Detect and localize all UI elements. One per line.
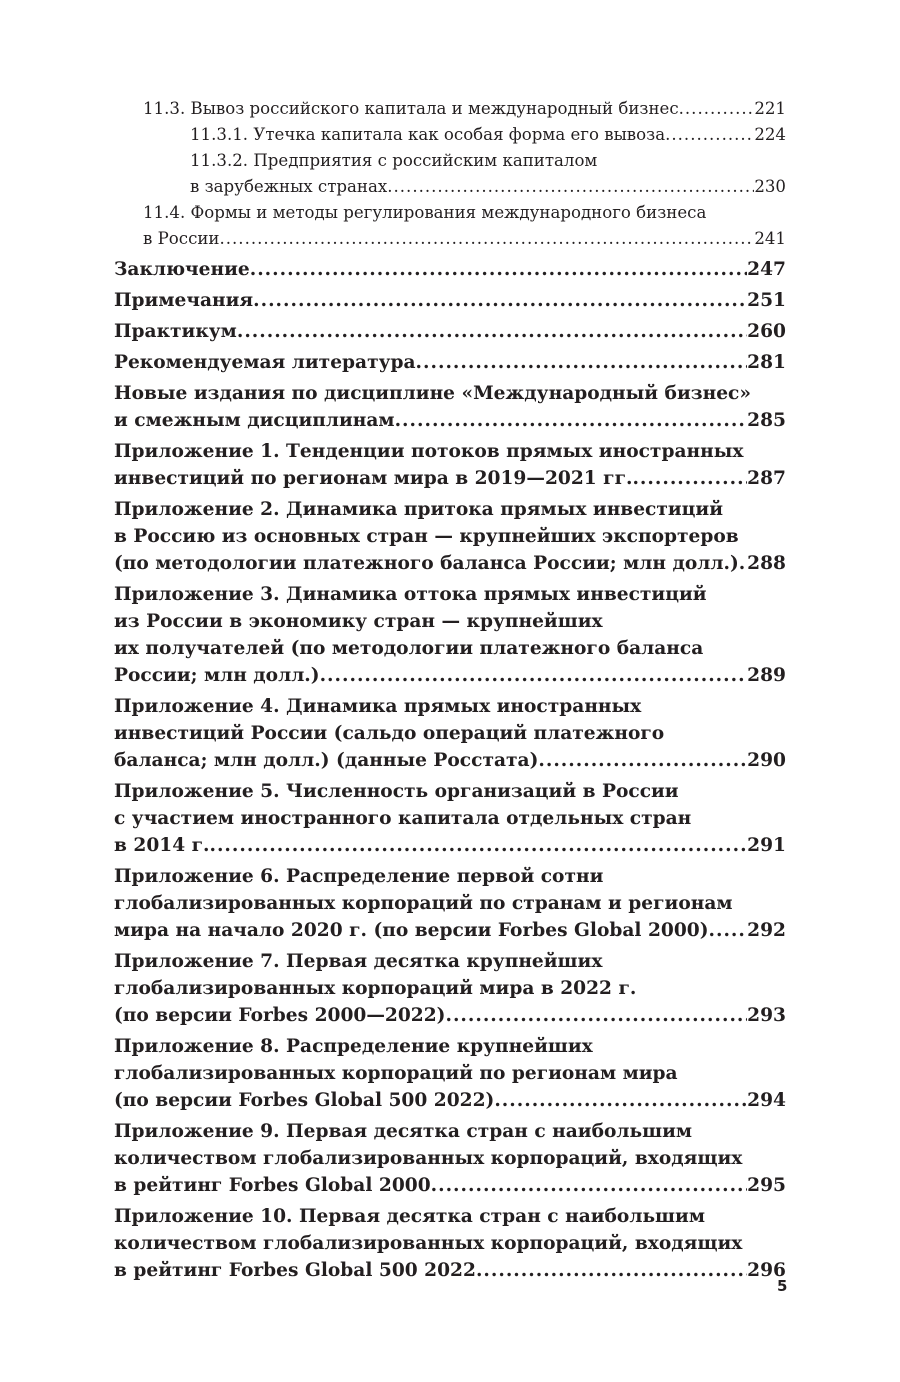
toc-line <box>114 256 786 283</box>
toc-line <box>114 778 786 805</box>
dot-leader <box>395 407 748 434</box>
toc-line <box>114 1033 786 1060</box>
toc-entry-title: глобализированных корпораций мира в 2022 г. <box>114 978 637 999</box>
dot-leader <box>253 287 747 314</box>
toc-entry-title: (по версии Forbes Global 500 2022) <box>114 1090 495 1111</box>
table-of-contents <box>0 96 900 1284</box>
toc-entry <box>114 693 786 774</box>
toc-entry <box>114 496 786 577</box>
toc-page-number: 294 <box>747 1090 786 1111</box>
toc-entry-title: мира на начало 2020 г. (по версии Forbes Global 2000) <box>114 920 709 941</box>
toc-entry <box>114 287 786 314</box>
toc-entry-title: Приложение 10. Первая десятка стран с наибольшим <box>114 1206 705 1227</box>
toc-entry <box>114 581 786 689</box>
toc-line <box>114 693 786 720</box>
toc-entry-title: в России <box>143 229 220 248</box>
dot-leader <box>709 917 748 944</box>
toc-line <box>114 523 786 550</box>
toc-entry <box>190 148 786 200</box>
toc-line <box>114 407 786 434</box>
toc-line <box>114 917 786 944</box>
toc-line <box>114 948 786 975</box>
toc-line <box>114 349 786 376</box>
toc-line <box>114 1230 786 1257</box>
toc-entry-title: количеством глобализированных корпораций, входящих <box>114 1233 743 1254</box>
toc-entry-title: России; млн долл.) <box>114 665 320 686</box>
toc-page-number: 221 <box>754 99 786 118</box>
toc-entry-title: в 2014 г. <box>114 835 210 856</box>
toc-line <box>114 1087 786 1114</box>
toc-line <box>114 863 786 890</box>
toc-entry-title: Практикум <box>114 321 237 342</box>
toc-line <box>114 550 786 577</box>
toc-page-number: 287 <box>747 468 786 489</box>
toc-line <box>114 581 786 608</box>
dot-leader <box>445 1002 747 1029</box>
dot-leader <box>431 1172 748 1199</box>
toc-line <box>190 122 786 148</box>
dot-leader <box>739 550 747 577</box>
toc-entry-title: Приложение 8. Распределение крупнейших <box>114 1036 593 1057</box>
dot-leader <box>219 226 754 252</box>
toc-line <box>114 890 786 917</box>
toc-line <box>114 1118 786 1145</box>
toc-page-number: 290 <box>747 750 786 771</box>
toc-entry-title: 11.3. Вывоз российского капитала и международный бизнес <box>143 99 679 118</box>
dot-leader <box>387 174 754 200</box>
toc-page-number: 241 <box>754 229 786 248</box>
toc-line <box>114 662 786 689</box>
toc-entry-title: в рейтинг Forbes Global 2000 <box>114 1175 431 1196</box>
toc-entry <box>143 96 786 122</box>
toc-page-number: 251 <box>747 290 786 311</box>
toc-entry <box>114 256 786 283</box>
toc-page-number: 224 <box>754 125 786 144</box>
dot-leader <box>494 1087 747 1114</box>
toc-entry-title: 11.3.2. Предприятия с российским капиталом <box>190 151 598 170</box>
toc-entry <box>114 1203 786 1284</box>
toc-line <box>143 96 786 122</box>
dot-leader <box>679 96 755 122</box>
toc-page-number: 295 <box>747 1175 786 1196</box>
toc-line <box>114 1172 786 1199</box>
toc-entry-title: Приложение 5. Численность организаций в России <box>114 781 679 802</box>
toc-entry <box>114 1033 786 1114</box>
toc-entry-title: количеством глобализированных корпораций, входящих <box>114 1148 743 1169</box>
toc-entry-title: (по методологии платежного баланса России; млн долл.) <box>114 553 739 574</box>
dot-leader <box>237 318 747 345</box>
toc-line <box>114 1203 786 1230</box>
toc-entry <box>143 200 786 252</box>
toc-line <box>114 287 786 314</box>
toc-entry-title: из России в экономику стран — крупнейших <box>114 611 603 632</box>
toc-entry <box>114 438 786 492</box>
toc-entry-title: 11.3.1. Утечка капитала как особая форма его вывоза <box>190 125 666 144</box>
toc-line <box>114 1257 786 1284</box>
toc-entry-title: Рекомендуемая литература <box>114 352 416 373</box>
toc-entry-title: инвестиций России (сальдо операций платежного <box>114 723 665 744</box>
toc-entry-title: Приложение 9. Первая десятка стран с наибольшим <box>114 1121 693 1142</box>
toc-line <box>114 1002 786 1029</box>
toc-line <box>114 720 786 747</box>
toc-entry-title: глобализированных корпораций по регионам мира <box>114 1063 678 1084</box>
toc-line <box>114 438 786 465</box>
dot-leader <box>632 465 747 492</box>
dot-leader <box>476 1257 747 1284</box>
toc-entry <box>114 318 786 345</box>
dot-leader <box>416 349 748 376</box>
toc-entry-title: Приложение 1. Тенденции потоков прямых иностранных <box>114 441 744 462</box>
toc-entry-title: Приложение 4. Динамика прямых иностранных <box>114 696 642 717</box>
toc-entry-title: их получателей (по методологии платежного баланса <box>114 638 704 659</box>
toc-line <box>143 200 786 226</box>
toc-line <box>114 608 786 635</box>
dot-leader <box>250 256 747 283</box>
toc-entry-title: Новые издания по дисциплине «Международный бизнес» <box>114 383 751 404</box>
toc-entry-title: (по версии Forbes 2000—2022) <box>114 1005 446 1026</box>
toc-line <box>114 805 786 832</box>
toc-entry <box>114 948 786 1029</box>
toc-entry <box>190 122 786 148</box>
toc-page-number: 292 <box>747 920 786 941</box>
dot-leader <box>209 832 747 859</box>
toc-entry-title: Приложение 2. Динамика притока прямых инвестиций <box>114 499 723 520</box>
toc-entry-title: Приложение 7. Первая десятка крупнейших <box>114 951 603 972</box>
dot-leader <box>538 747 747 774</box>
toc-page-number: 291 <box>747 835 786 856</box>
toc-entry-title: Приложение 3. Динамика оттока прямых инвестиций <box>114 584 707 605</box>
toc-page-number: 293 <box>747 1005 786 1026</box>
toc-page-number: 296 <box>747 1260 786 1281</box>
toc-entry-title: инвестиций по регионам мира в 2019—2021 гг. <box>114 468 633 489</box>
toc-line <box>114 635 786 662</box>
page-number: 5 <box>777 1277 788 1295</box>
dot-leader <box>665 122 754 148</box>
toc-entry-title: глобализированных корпораций по странам и регионам <box>114 893 733 914</box>
toc-entry <box>114 863 786 944</box>
toc-entry-title: Заключение <box>114 259 250 280</box>
toc-entry-title: баланса; млн долл.) (данные Росстата) <box>114 750 539 771</box>
toc-line <box>114 975 786 1002</box>
toc-page-number: 230 <box>754 177 786 196</box>
toc-page-number: 289 <box>747 665 786 686</box>
toc-entry <box>114 778 786 859</box>
toc-entry-title: с участием иностранного капитала отдельных стран <box>114 808 692 829</box>
toc-line <box>114 747 786 774</box>
toc-entry <box>114 380 786 434</box>
toc-line <box>114 832 786 859</box>
toc-page-number: 285 <box>747 410 786 431</box>
toc-entry-title: Приложение 6. Распределение первой сотни <box>114 866 604 887</box>
toc-entry-title: в Россию из основных стран — крупнейших экспортеров <box>114 526 739 547</box>
toc-page-number: 288 <box>747 553 786 574</box>
toc-entry-title: Примечания <box>114 290 254 311</box>
toc-line <box>190 174 786 200</box>
toc-line <box>114 465 786 492</box>
toc-entry-title: в зарубежных странах <box>190 177 388 196</box>
toc-entry-title: 11.4. Формы и методы регулирования международного бизнеса <box>143 203 707 222</box>
toc-entry-title: в рейтинг Forbes Global 500 2022 <box>114 1260 476 1281</box>
toc-line <box>114 318 786 345</box>
toc-line <box>143 226 786 252</box>
toc-line <box>190 148 786 174</box>
dot-leader <box>320 662 748 689</box>
toc-line <box>114 380 786 407</box>
toc-entry-title: и смежным дисциплинам <box>114 410 395 431</box>
toc-entry <box>114 1118 786 1199</box>
toc-line <box>114 1145 786 1172</box>
toc-entry <box>114 349 786 376</box>
toc-line <box>114 1060 786 1087</box>
toc-page-number: 247 <box>747 259 786 280</box>
toc-line <box>114 496 786 523</box>
toc-page-number: 260 <box>747 321 786 342</box>
toc-page-number: 281 <box>747 352 786 373</box>
